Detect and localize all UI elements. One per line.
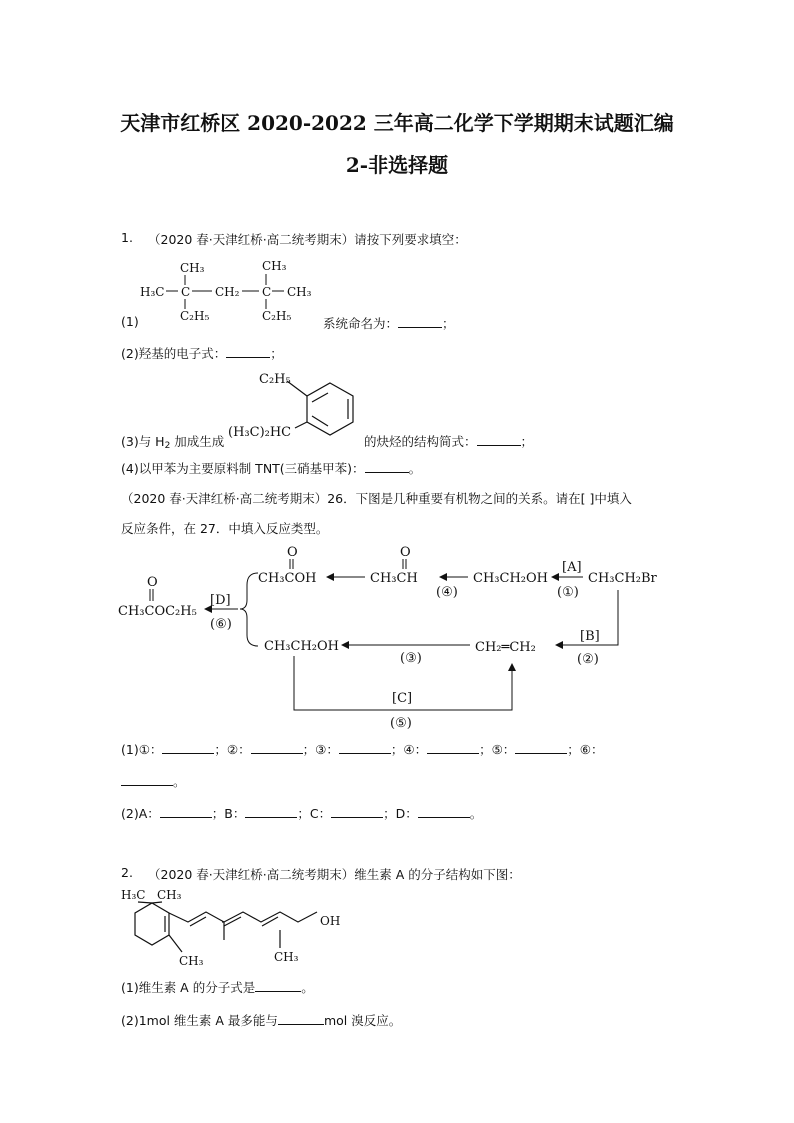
ch3-label: CH₃: [274, 950, 299, 964]
condition-a-label: [A]: [562, 560, 582, 575]
ch3-label: CH₃: [180, 261, 205, 275]
punctuation: 。: [173, 774, 186, 789]
q1-part3-text: [364, 432, 533, 450]
q1-part1-prompt: 系统命名为：: [323, 316, 399, 331]
ethyl-acetate-label: CH₃COC₂H₅: [118, 604, 197, 619]
step-1-label: (①): [557, 585, 579, 600]
q1-part2-prompt: (2)羟基的电子式：: [121, 346, 227, 361]
punctuation: 。: [469, 806, 483, 821]
condition-c-prompt: ；C：: [297, 806, 332, 821]
q2-number: 2.: [121, 865, 133, 880]
step-3-prompt: ；③：: [302, 742, 339, 757]
ch3-label: CH₃: [179, 954, 204, 968]
ch3-label: CH₃: [262, 259, 287, 273]
answer-blank-step-4[interactable]: [427, 740, 479, 754]
step-5-label: (⑤): [390, 716, 412, 731]
hydroxyl-label: OH: [320, 914, 341, 928]
q1-header: （2020 春·天津红桥·高二统考期末）请按下列要求填空：: [148, 232, 467, 247]
q1-part1-label: (1): [121, 314, 139, 329]
step-4-label: (④): [436, 585, 458, 600]
q1-part3-prompt: 的炔烃的结构简式：: [364, 434, 477, 449]
q1-number: 1.: [121, 230, 133, 245]
q2-part2-prefix: (2)1mol 维生素 A 最多能与: [121, 1013, 278, 1028]
answer-blank-2-2[interactable]: [278, 1011, 324, 1025]
c2h5-label: C₂H₅: [180, 309, 210, 323]
q1-scheme-intro-2: 反应条件，在 27．中填入反应类型。: [121, 521, 329, 536]
answer-blank-1-1[interactable]: [398, 314, 442, 328]
punctuation: 。: [301, 980, 314, 995]
page-subtitle: 2-非选择题: [345, 153, 449, 177]
c2h5-label: C₂H₅: [259, 372, 291, 387]
answer-blank-1-2[interactable]: [226, 344, 270, 358]
answer-blank-b[interactable]: [245, 804, 297, 818]
answer-blank-step-2[interactable]: [251, 740, 303, 754]
carbonyl-oxygen: O: [287, 545, 298, 560]
answer-blank-d[interactable]: [418, 804, 470, 818]
answer-blank-1-4[interactable]: [365, 459, 409, 473]
q1-scheme-intro-1: （2020 春·天津红桥·高二统考期末）26．下图是几种重要有机物之间的关系。请在[ ]中填入: [121, 491, 632, 506]
punctuation: ；: [520, 434, 534, 449]
punctuation: 。: [408, 461, 422, 476]
answer-blank-step-5[interactable]: [515, 740, 567, 754]
answer-blank-c[interactable]: [331, 804, 383, 818]
q2-header: （2020 春·天津红桥·高二统考期末）维生素 A 的分子结构如下图：: [148, 867, 521, 882]
punctuation: ；: [270, 346, 283, 361]
q1-part3-label: [121, 432, 224, 451]
q1-part1-text: [323, 314, 455, 332]
answer-blank-a[interactable]: [160, 804, 212, 818]
q1-part4-prompt: (4)以甲苯为主要原料制 TNT(三硝基甲苯)：: [121, 461, 365, 476]
answer-blank-step-3[interactable]: [339, 740, 391, 754]
q1-part3-mid: 加成生成: [170, 434, 225, 449]
condition-b-prompt: ；B：: [211, 806, 246, 821]
step-2-prompt: ；②：: [214, 742, 251, 757]
q2-part1-text: [121, 978, 314, 996]
h3c-label: H₃C: [121, 888, 146, 902]
q2-part2-text: [121, 1011, 401, 1029]
q1-part2-text: [121, 344, 283, 362]
ch3-label: CH₃: [287, 285, 312, 299]
q1-part3-prefix: (3)与 H: [121, 434, 165, 449]
answer-blank-step-1[interactable]: [162, 740, 214, 754]
q2-part1-prompt: (1)维生素 A 的分子式是: [121, 980, 256, 995]
condition-b-label: [B]: [580, 629, 600, 644]
acetaldehyde-label: CH₃CH: [370, 571, 418, 586]
q1-part4-text: [121, 459, 421, 477]
answer-blank-1-3[interactable]: [477, 432, 521, 446]
step-3-label: (③): [400, 651, 422, 666]
carbonyl-oxygen: O: [147, 575, 158, 590]
ethylene-label: CH₂═CH₂: [475, 640, 536, 655]
condition-d-prompt: ；D：: [383, 806, 418, 821]
isopropyl-label: (H₃C)₂HC: [228, 425, 292, 440]
step-1-prompt: (1)①：: [121, 742, 163, 757]
carbon-label: C: [262, 285, 272, 299]
page-title: 天津市红桥区 2020-2022 三年高二化学下学期期末试题汇编: [120, 111, 674, 135]
carbon-label: C: [181, 285, 191, 299]
step-4-prompt: ；④：: [390, 742, 428, 757]
c2h5-label: C₂H₅: [262, 309, 292, 323]
step-5-prompt: ；⑤：: [479, 742, 516, 757]
ch2-label: CH₂: [215, 285, 240, 299]
subscript: 2: [164, 441, 171, 451]
condition-d-label: [D]: [210, 593, 231, 608]
q2-part2-suffix: mol 溴反应。: [323, 1013, 402, 1028]
ethanol-top-label: CH₃CH₂OH: [473, 571, 548, 586]
step-6-prompt: ；⑥：: [567, 742, 604, 757]
bromoethane-label: CH₃CH₂Br: [588, 571, 657, 586]
acetic-acid-label: CH₃COH: [258, 571, 317, 586]
condition-c-label: [C]: [392, 691, 413, 706]
step-2-label: (②): [577, 652, 599, 667]
answer-line-2: [121, 804, 482, 822]
ch3-label: CH₃: [157, 888, 182, 902]
answer-blank-2-1[interactable]: [255, 978, 301, 992]
step-6-label: (⑥): [210, 617, 232, 632]
answer-line-1b: [121, 772, 186, 790]
punctuation: ；: [442, 316, 455, 331]
answer-line-1: [121, 740, 604, 758]
ethanol-bottom-label: CH₃CH₂OH: [264, 639, 339, 654]
condition-a-prompt: (2)A：: [121, 806, 160, 821]
h3c-label: H₃C: [140, 285, 165, 299]
carbonyl-oxygen: O: [400, 545, 411, 560]
answer-blank-step-6[interactable]: [121, 772, 173, 786]
